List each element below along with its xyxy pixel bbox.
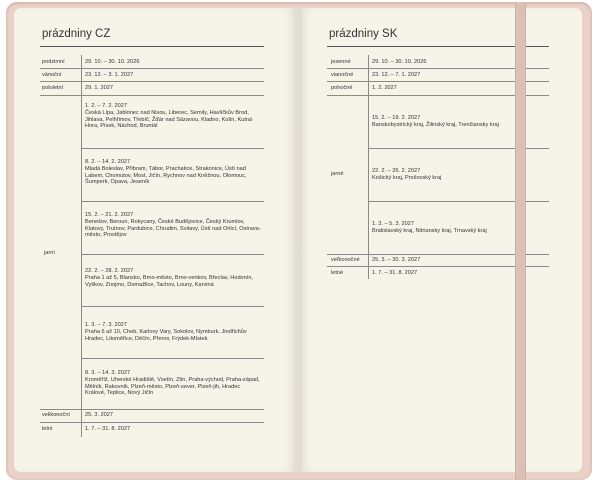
- sk-row-label: polročné: [331, 85, 353, 91]
- cz-spring-date: 8. 2. – 14. 2. 2027: [85, 159, 131, 165]
- sk-row-label: letné: [331, 270, 344, 276]
- cz-spring-districts: Mladá Boleslav, Příbram, Tábor, Prachatice, Strakonice, Ústí nad Labem, Chomutov, Most, Jičín, Rychnov nad Kněžnou, Olomouc, Šumperk, Opava, Jeseník: [85, 166, 247, 186]
- cz-row-label: vánoční: [42, 72, 62, 78]
- cz-row-divider: [40, 422, 264, 423]
- sk-heading: prázdniny SK: [329, 28, 398, 40]
- cz-spring-divider: [82, 358, 264, 359]
- cz-spring-date: 1. 3. – 7. 3. 2027: [85, 322, 127, 328]
- cz-spring-divider: [82, 201, 264, 202]
- sk-spring-regions: Bratislavský kraj, Nitriansky kraj, Trnavský kraj: [372, 228, 487, 234]
- cz-spring-districts: Kroměříž, Uherské Hradiště, Vsetín, Zlín, Praha-východ, Praha-západ, Mělník, Rakovník, Plzeň-město, Plzeň-sever, Plzeň-jih, Hradec Králové, Teplice, Nový Jičín: [85, 377, 260, 397]
- cz-row-divider: [40, 68, 264, 69]
- cz-row-value: 29. 10. – 30. 10. 2026: [85, 59, 140, 65]
- sk-row-value: 25. 3. – 30. 3. 2027: [372, 257, 421, 263]
- cz-spring-divider: [82, 306, 264, 307]
- elastic-band: [515, 2, 526, 480]
- cz-spring-date: 8. 3. – 14. 3. 2027: [85, 370, 131, 376]
- sk-spring-date: 1. 3. – 5. 3. 2027: [372, 221, 414, 227]
- sk-row-value: 29. 10. – 30. 10. 2026: [372, 59, 427, 65]
- cz-spring-date: 22. 2. – 28. 2. 2027: [85, 268, 134, 274]
- cz-spring-districts: Praha 6 až 10, Cheb, Karlovy Vary, Sokolov, Nymburk, Jindřichův Hradec, Litoměřice, Děčín, Přerov, Frýdek-Místek: [85, 329, 247, 342]
- cz-row-value: 25. 3. 2027: [85, 412, 113, 418]
- sk-spring-regions: Košický kraj, Prešovský kraj: [372, 175, 442, 181]
- cz-row-label: velikonoční: [42, 412, 70, 418]
- cz-row-value: 29. 1. 2027: [85, 85, 113, 91]
- sk-row-value: 1. 7. – 31. 8. 2027: [372, 270, 418, 276]
- cz-row-label: letní: [42, 426, 53, 432]
- cz-spring-districts: Česká Lípa, Jablonec nad Nisou, Liberec, Semily, Havlíčkův Brod, Jihlava, Pelhřimov, Třebíč, Žďár nad Sázavou, Kladno, Kolín, Kutná Hora, Písek, Náchod, Bruntál: [85, 110, 253, 130]
- sk-row-label: veľkonočné: [331, 257, 360, 263]
- cz-row-label: pololetní: [42, 85, 64, 91]
- sk-row-value: 23. 12. – 7. 1. 2027: [372, 72, 421, 78]
- sk-column-divider: [368, 55, 369, 279]
- cz-row-divider: [40, 409, 264, 410]
- book-spine: [296, 8, 299, 472]
- sk-spring-regions: Banskobystrický kraj, Žilinský kraj, Trenčiansky kraj: [372, 122, 499, 128]
- cz-row-divider: [40, 81, 264, 82]
- cz-spring-label: jarní: [44, 250, 55, 256]
- sk-spring-label: jarné: [331, 171, 344, 177]
- cz-heading-rule: [40, 46, 264, 47]
- cz-row-divider: [40, 95, 264, 96]
- cz-spring-divider: [82, 254, 264, 255]
- sk-row-label: vianočné: [331, 72, 354, 78]
- sk-spring-date: 15. 2. – 19. 2. 2027: [372, 115, 421, 121]
- cz-row-value: 1. 7. – 31. 8. 2027: [85, 426, 131, 432]
- cz-spring-districts: Praha 1 až 5, Blansko, Brno-město, Brno-venkov, Břeclav, Hodonín, Vyškov, Znojmo, Domažlice, Tachov, Louny, Karviná: [85, 275, 253, 288]
- sk-spring-date: 22. 2. – 26. 2. 2027: [372, 168, 421, 174]
- cz-row-label: podzimní: [42, 59, 65, 65]
- cz-spring-date: 15. 2. – 21. 2. 2027: [85, 212, 134, 218]
- cz-row-value: 23. 12. – 3. 1. 2027: [85, 72, 134, 78]
- cz-spring-districts: Benešov, Beroun, Rokycany, České Budějovice, Český Krumlov, Klatovy, Trutnov, Pardubice, Chrudim, Svitavy, Ústí nad Orlicí, Ostrava-město, Prostějov: [85, 219, 261, 239]
- sk-row-value: 1. 2. 2027: [372, 85, 397, 91]
- cz-spring-divider: [82, 148, 264, 149]
- cz-column-divider: [81, 55, 82, 437]
- cz-heading: prázdniny CZ: [42, 28, 111, 40]
- sk-row-label: jesenné: [331, 59, 351, 65]
- cz-spring-date: 1. 2. – 7. 2. 2027: [85, 103, 127, 109]
